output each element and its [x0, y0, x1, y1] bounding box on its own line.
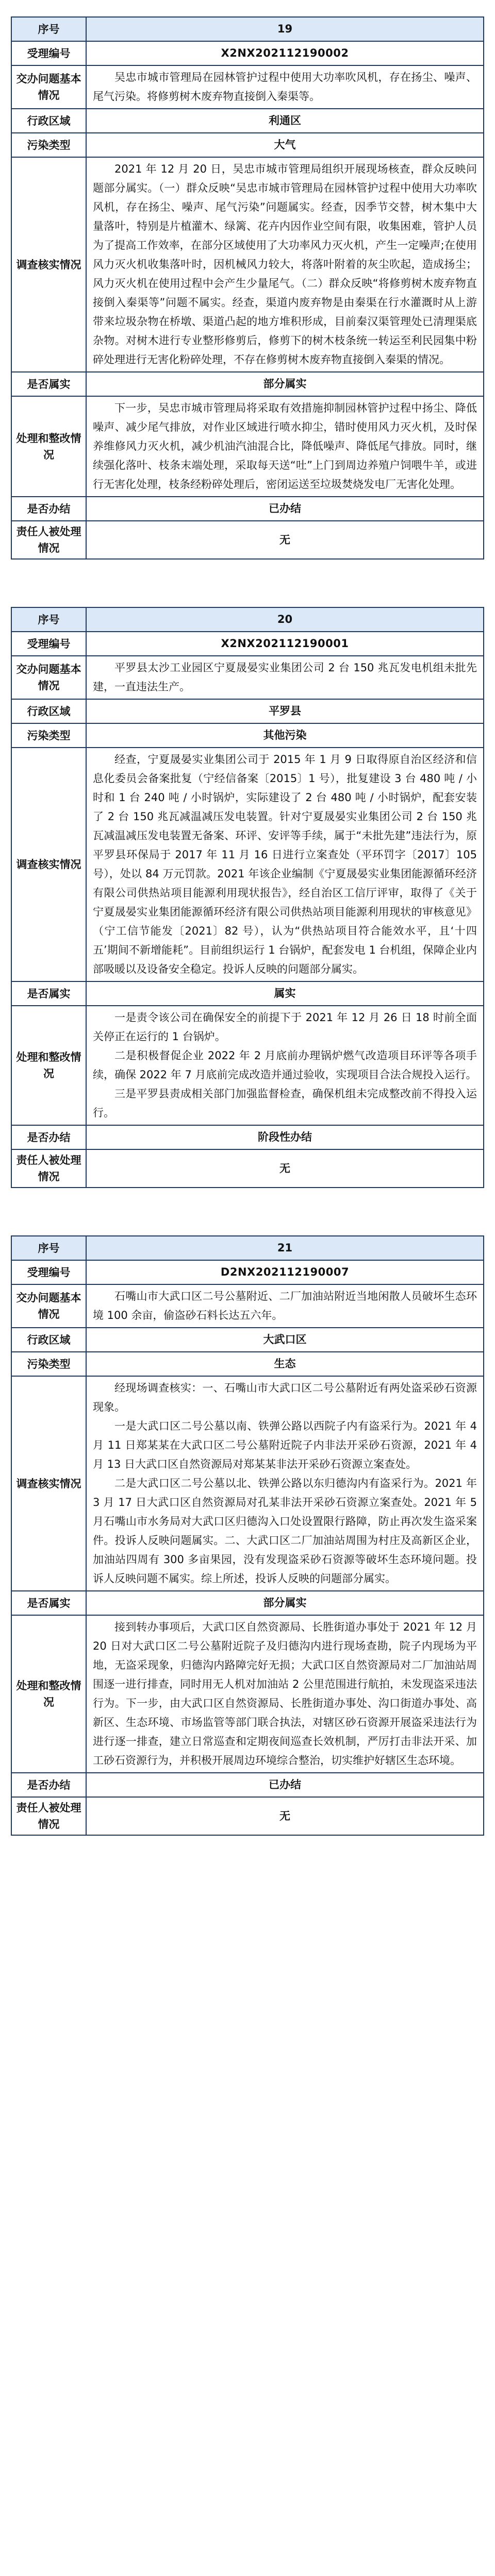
investigation-paragraph: 二是大武口区二号公墓以北、铁弹公路以东归德沟内有盗采行为。2021 年 3 月 17 日大武口区自然资源局对孔某非法开采砂石资源立案查处。2021 年 5 月石嘴山市水务局对大武口区归德沟入口处设置限行路障，防止再次发生盗采案件。投诉人反映问题属实。二、大武口区二厂加油站周围为村庄及高新区企业，加油站四周有 300 多亩果园，没有发现盗采砂石资源等破坏生态环境问题。投诉人反映问题不属实。综上所述，投诉人反映的问题部分属实。	[93, 1477, 477, 1585]
investigation-paragraph: 一是大武口区二号公墓以南、铁弹公路以西院子内有盗采行为。2021 年 4 月 11 日郑某某在大武口区二号公墓附近院子内非法开采砂石资源，2021 年 4 月 13 日大武口区自然资源局对郑某某非法开采砂石资源立案查处。	[93, 1420, 477, 1470]
label-seq: 序号	[11, 607, 86, 632]
region-value: 平罗县	[86, 699, 484, 723]
row-accountability	[11, 521, 484, 559]
label-summary: 交办问题基本情况	[11, 1284, 86, 1328]
summary-value	[86, 656, 484, 699]
investigation-value	[86, 1376, 484, 1591]
row-handling	[11, 1615, 484, 1773]
row-closed	[11, 1773, 484, 1797]
pollution-value: 大气	[86, 133, 484, 157]
label-region: 行政区域	[11, 109, 86, 133]
handling-paragraph: 二是积极督促企业 2022 年 2 月底前办理锅炉燃气改造项目环评等各项手续，确保 2022 年 7 月底前完成改造并通过验收，实现项目合法合规投入运行。	[93, 1049, 477, 1081]
summary-value	[86, 1284, 484, 1328]
pollution-value: 生态	[86, 1352, 484, 1376]
row-pollution	[11, 133, 484, 157]
row-region	[11, 1328, 484, 1352]
handling-paragraph: 下一步，吴忠市城市管理局将采取有效措施抑制园林管护过程中扬尘、降低噪声、减少尾气排放，对作业区域进行喷水抑尘，错时使用风力灭火机，及时保养维修风力灭火机，减少机油汽油混合比，降低噪声、降低尾气排放。同时，继续强化落叶、枝条末端处理，采取每天送“吐”上门到周边养殖户饲喂牛羊，或进行无害化处理，枝条经粉碎处理后，密闭运送至垃圾焚烧发电厂无害化处理。	[93, 402, 477, 490]
label-case-no: 受理编号	[11, 41, 86, 65]
investigation-value	[86, 748, 484, 981]
label-closed: 是否办结	[11, 1773, 86, 1797]
accountability-value: 无	[86, 1797, 484, 1835]
label-closed: 是否办结	[11, 497, 86, 521]
label-accountability: 责任人被处理情况	[11, 521, 86, 559]
accountability-value: 无	[86, 521, 484, 559]
accountability-value: 无	[86, 1149, 484, 1188]
row-seq	[11, 607, 484, 632]
case-record-21	[11, 1235, 484, 1836]
row-region	[11, 109, 484, 133]
case-record-19	[11, 16, 484, 560]
investigation-paragraph: 经查，宁夏晟晏实业集团公司于 2015 年 1 月 9 日取得原自治区经济和信息化委员会备案批复（宁经信备案〔2015〕1 号），批复建设 3 台 480 吨 / 小时和 1 台 240 吨 / 小时锅炉，实际建设了 2 台 480 吨 / 小时锅炉，配套安装了 2 台 150 兆瓦减温减压发电装置。针对宁夏晟晏实业集团公司 2 台 150 兆瓦减温减压发电装置无备案、环评、安评等手续，属于“未批先建”违法行为，原平罗县环保局于 2017 年 11 月 16 日进行立案查处（平环罚字〔2017〕105 号），处以 84 万元罚款。2021 年该企业编制《宁夏晟晏实业集团能源循环经济有限公司供热站项目能源利用现状报告》，经自治区工信厅评审，取得了《关于宁夏晟晏实业集团能源循环经济有限公司供热站项目能源利用现状的审核意见》（宁工信节能发〔2021〕82 号），认为“供热站项目符合能效水平，且‘十四五’期间不新增能耗”。目前组织运行 1 台锅炉，配套发电 1 台机组，保障企业内部吸暖以及设备安全稳定。投诉人反映的问题部分属实。	[93, 753, 477, 975]
handling-paragraph: 一是责令该公司在确保安全的前提下于 2021 年 12 月 26 日 18 时前全面关停正在运行的 1 台锅炉。	[93, 1011, 477, 1043]
summary-text: 平罗县太沙工业园区宁夏晟晏实业集团公司 2 台 150 兆瓦发电机组未批先建，一直违法生产。	[93, 662, 477, 693]
case-no-value: X2NX202112190002	[86, 41, 484, 65]
label-investigation: 调查核实情况	[11, 1376, 86, 1591]
label-case-no: 受理编号	[11, 632, 86, 656]
row-seq	[11, 1236, 484, 1260]
summary-value	[86, 65, 484, 109]
row-case-no	[11, 632, 484, 656]
seq-value: 19	[86, 17, 484, 41]
handling-value	[86, 1006, 484, 1125]
label-verified: 是否属实	[11, 981, 86, 1006]
row-seq	[11, 17, 484, 41]
label-pollution: 污染类型	[11, 1352, 86, 1376]
label-summary: 交办问题基本情况	[11, 656, 86, 699]
label-handling: 处理和整改情况	[11, 396, 86, 497]
closed-value: 已办结	[86, 1773, 484, 1797]
label-verified: 是否属实	[11, 372, 86, 396]
row-handling	[11, 396, 484, 497]
region-value: 大武口区	[86, 1328, 484, 1352]
label-handling: 处理和整改情况	[11, 1006, 86, 1125]
label-accountability: 责任人被处理情况	[11, 1797, 86, 1835]
row-verified	[11, 981, 484, 1006]
row-case-no	[11, 1260, 484, 1284]
handling-paragraph: 接到转办事项后，大武口区自然资源局、长胜街道办事处于 2021 年 12 月 20 日对大武口区二号公墓附近院子及归德沟内进行现场查勘，院子内现场为平地，无盗采现象，归德沟内路障完好无损；大武口区自然资源局对二厂加油站周围逐一进行排查，同时用无人机对加油站 2 公里范围进行航拍，未发现盗采违法行为。下一步，由大武口区自然资源局、长胜街道办事处、沟口街道办事处、高新区、生态环境、市场监管等部门联合执法，对辖区砂石资源开展盗采违法行为进行逐一排查，建立日常巡查和定期夜间巡查长效机制，严厉打击非法开采、加工砂石资源行为，并积极开展周边环境综合整治，切实维护好辖区生态环境。	[93, 1621, 477, 1767]
label-seq: 序号	[11, 1236, 86, 1260]
label-handling: 处理和整改情况	[11, 1615, 86, 1773]
label-investigation: 调查核实情况	[11, 157, 86, 372]
verified-value: 部分属实	[86, 372, 484, 396]
label-closed: 是否办结	[11, 1125, 86, 1149]
verified-value: 属实	[86, 981, 484, 1006]
label-case-no: 受理编号	[11, 1260, 86, 1284]
summary-text: 吴忠市城市管理局在园林管护过程中使用大功率吹风机，存在扬尘、噪声、尾气污染。将修剪树木废弃物直接倒入秦渠等。	[93, 71, 477, 103]
row-summary	[11, 1284, 484, 1328]
seq-value: 20	[86, 607, 484, 632]
row-closed	[11, 497, 484, 521]
row-closed	[11, 1125, 484, 1149]
label-pollution: 污染类型	[11, 133, 86, 157]
verified-value: 部分属实	[86, 1591, 484, 1615]
row-investigation	[11, 1376, 484, 1591]
label-summary: 交办问题基本情况	[11, 65, 86, 109]
page	[0, 0, 495, 16]
summary-text: 石嘴山市大武口区二号公墓附近、二厂加油站附近当地闲散人员破坏生态环境 100 余亩，偷盗砂石料长达五六年。	[93, 1290, 477, 1321]
label-accountability: 责任人被处理情况	[11, 1149, 86, 1188]
row-investigation	[11, 157, 484, 372]
label-verified: 是否属实	[11, 1591, 86, 1615]
pollution-value: 其他污染	[86, 723, 484, 748]
closed-value: 已办结	[86, 497, 484, 521]
row-pollution	[11, 723, 484, 748]
row-verified	[11, 1591, 484, 1615]
record-gap	[0, 560, 495, 607]
handling-paragraph: 三是平罗县责成相关部门加强监督检查，确保机组未完成整改前不得投入运行。	[93, 1088, 477, 1119]
handling-value	[86, 396, 484, 497]
row-case-no	[11, 41, 484, 65]
row-handling	[11, 1006, 484, 1125]
investigation-value	[86, 157, 484, 372]
label-region: 行政区域	[11, 699, 86, 723]
row-accountability	[11, 1797, 484, 1835]
case-record-20	[11, 607, 484, 1188]
row-verified	[11, 372, 484, 396]
row-pollution	[11, 1352, 484, 1376]
label-region: 行政区域	[11, 1328, 86, 1352]
label-investigation: 调查核实情况	[11, 748, 86, 981]
case-no-value: D2NX202112190007	[86, 1260, 484, 1284]
row-summary	[11, 656, 484, 699]
case-no-value: X2NX202112190001	[86, 632, 484, 656]
record-gap	[0, 1188, 495, 1235]
handling-value	[86, 1615, 484, 1773]
seq-value: 21	[86, 1236, 484, 1260]
region-value: 利通区	[86, 109, 484, 133]
investigation-paragraph: 经现场调查核实：一、石嘴山市大武口区二号公墓附近有两处盗采砂石资源现象。	[93, 1382, 477, 1413]
label-pollution: 污染类型	[11, 723, 86, 748]
investigation-paragraph: 2021 年 12 月 20 日，吴忠市城市管理局组织开展现场核查，群众反映问题部分属实。（一）群众反映“吴忠市城市管理局在园林管护过程中使用大功率吹风机，存在扬尘、噪声、尾气污染”问题属实。经查，因季节交替，树木集中大量落叶，特别是片植灌木、绿篱、花卉内因作业空间有限，收集困难，管护人员为了提高工作效率，在部分区域使用了大功率风力灭火机，产生一定噪声;在使用风力灭火机收集落叶时，因机械风力较大，将落叶附着的灰尘吹起，造成扬尘；风力灭火机在使用过程中会产生少量尾气。（二）群众反映“将修剪树木废弃物直接倒入秦渠等”问题不属实。经查，渠道内废弃物是由秦渠在行水灌溉时从上游带来垃圾杂物在桥墩、渠道凸起的地方堆积形成，目前秦汉渠管理处已清理渠底杂物。对树木进行专业整形修剪后，修剪下的树木枝条统一转运至利民园集中粉碎处理进行无害化粉碎处理，不存在修剪树木废弃物直接倒入秦渠的情况。	[93, 163, 477, 366]
label-seq: 序号	[11, 17, 86, 41]
row-summary	[11, 65, 484, 109]
row-accountability	[11, 1149, 484, 1188]
closed-value: 阶段性办结	[86, 1125, 484, 1149]
row-investigation	[11, 748, 484, 981]
row-region	[11, 699, 484, 723]
